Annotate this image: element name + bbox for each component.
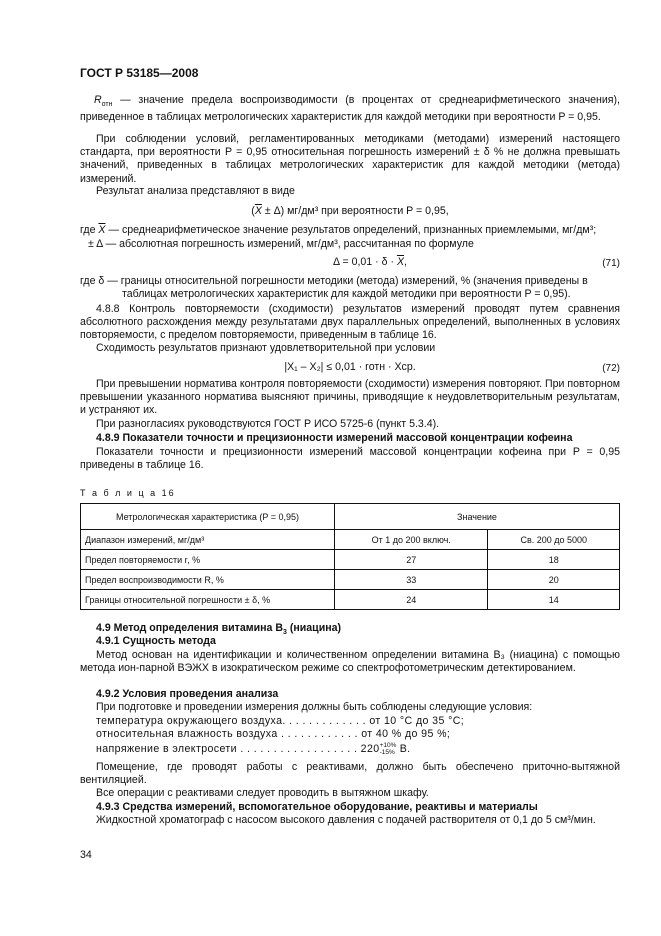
table-row xyxy=(81,550,620,570)
paragraph-result-form: Результат анализа представляют в виде xyxy=(96,185,295,197)
page-number: 34 xyxy=(80,849,92,861)
paragraph-convergence: Сходимость результатов признают удовлетворительной при условии xyxy=(96,342,436,354)
table-cell-value: 20 xyxy=(488,570,620,590)
equation-result-open: ( xyxy=(251,205,255,217)
paragraph-disagreement: При разногласиях руководствуются ГОСТ Р ИСО 5725-6 (пункт 5.3.4). xyxy=(96,418,440,430)
definition-r-otn-text: — значение предела воспроизводимости (в процентах от среднеарифметического значения), приведенное в таблицах метрологических характеристик для каждой методики при вероятности P = 0,95. xyxy=(80,94,620,124)
heading-4-9-3: 4.9.3 Средства измерений, вспомогательное оборудование, реактивы и материалы xyxy=(96,801,538,813)
symbol-r: R xyxy=(94,94,102,106)
definition-x-mean xyxy=(80,224,620,237)
heading-4-8-9: 4.8.9 Показатели точности и прецизионности измерений массовой концентрации кофеина xyxy=(96,432,573,444)
condition-voltage-tolerance xyxy=(380,742,397,756)
table-cell-value: 14 xyxy=(488,590,620,610)
table-header-row xyxy=(81,504,620,530)
definition-delta-bounds-line2: таблицах метрологических характеристик для каждой методики при вероятности P = 0,95). xyxy=(122,288,571,301)
metrology-table xyxy=(80,503,620,610)
paragraph-4-8-8: 4.8.8 Контроль повторяемости (сходимости) результатов измерений проводят путем сравнения абсолютного расхождения между результатами двух параллельных определений, выполненных в условиях повторяемости, с пределом повторяемости, приведенным в таблице 16. xyxy=(80,303,620,342)
symbol-x-mean-3: $\overline{X}$ xyxy=(396,256,405,268)
table-row xyxy=(81,570,620,590)
heading-4-9-subscript: 3 xyxy=(283,629,287,637)
table-cell-value: 24 xyxy=(335,590,488,610)
paragraph-fume-hood: Все операции с реактивами следует проводить в вытяжном шкафу. xyxy=(96,787,429,799)
paragraph-conditions: При соблюдении условий, регламентированных методиками (методами) измерений настоящего стандарта, при вероятности P = 0,95 относительная погрешность измерений ± δ % не должна превышать значений, приведенных в таблицах метрологических характеристик для каждой методики (метода) измерений. xyxy=(80,133,620,185)
definition-delta-bounds xyxy=(80,275,620,301)
table-cell-label: Предел повторяемости r, % xyxy=(81,550,335,570)
table-row xyxy=(81,530,620,550)
symbol-r-subscript: отн xyxy=(101,101,113,109)
heading-4-9-2: 4.9.2 Условия проведения анализа xyxy=(96,688,279,700)
condition-temperature: температура окружающего воздуха. . . . . . . . . . . . . от 10 °С до 35 °С; xyxy=(96,715,465,727)
table-cell-label: Границы относительной погрешности ± δ, % xyxy=(81,590,335,610)
equation-71-comma: , xyxy=(404,256,407,268)
equation-71-left: Δ = 0,01 · δ · xyxy=(333,256,397,268)
symbol-x-mean-2: $\overline{X}$ xyxy=(98,224,106,236)
condition-humidity: относительная влажность воздуха . . . . . . . . . . . . от 40 % до 95 %; xyxy=(96,728,451,740)
equation-72-number: (72) xyxy=(602,363,620,374)
table-cell-range-b: Св. 200 до 5000 xyxy=(488,530,620,550)
definition-x-prefix: где xyxy=(80,224,99,236)
paragraph-method-basis: Метод основан на идентификации и количественном определении витамина B₃ (ниацина) с помощью метода ион-парной ВЭЖХ в изократическом режиме со спектрофотометрическим детектированием. xyxy=(80,649,620,675)
condition-voltage xyxy=(96,742,620,756)
heading-4-9-text: 4.9 Метод определения витамина B xyxy=(96,622,283,634)
paragraph-chromatograph: Жидкостной хроматограф с насосом высокого давления с подачей растворителя от 0,1 до 5 см³/мин. xyxy=(96,814,596,826)
document-header: ГОСТ Р 53185—2008 xyxy=(80,66,199,80)
equation-71 xyxy=(80,256,640,269)
table-cell-range-a: От 1 до 200 включ. xyxy=(335,530,488,550)
paragraph-accuracy: Показатели точности и прецизионности измерений массовой концентрации кофеина при P = 0,95 приведены в таблице 16. xyxy=(80,446,620,472)
tolerance-lower: -15% xyxy=(379,749,395,756)
equation-result xyxy=(80,205,620,218)
table-cell-range-label: Диапазон измерений, мг/дм³ xyxy=(81,530,335,550)
table-cell-label: Предел воспроизводимости R, % xyxy=(81,570,335,590)
equation-result-rest: ± Δ) мг/дм³ при вероятности P = 0,95, xyxy=(261,205,449,217)
definition-delta: ± Δ — абсолютная погрешность измерений, мг/дм³, рассчитанная по формуле xyxy=(88,238,474,250)
table-row xyxy=(81,590,620,610)
table-header-value: Значение xyxy=(335,504,620,530)
heading-4-9-suffix: (ниацина) xyxy=(286,622,342,634)
table-cell-value: 33 xyxy=(335,570,488,590)
paragraph-exceed: При превышении норматива контроля повторяемости (сходимости) измерения повторяют. При повторном превышении указанного норматива выясняют причины, приводящие к неудовлетворительным результатам, и устраняют их. xyxy=(80,378,620,417)
definition-x-text: — среднеарифметическое значение результатов определений, признанных приемлемыми, мг/дм³; xyxy=(105,224,597,236)
tolerance-upper: +10% xyxy=(379,742,397,749)
heading-4-9-1: 4.9.1 Сущность метода xyxy=(96,635,216,647)
definition-r-otn xyxy=(80,94,620,125)
symbol-x-mean: $\overline{X}$ xyxy=(254,205,262,217)
paragraph-conditions-intro: При подготовке и проведении измерения должны быть соблюдены следующие условия: xyxy=(96,701,533,713)
table-cell-value: 18 xyxy=(488,550,620,570)
condition-voltage-text: напряжение в электросети . . . . . . . . . . . . . . . . . . 220 xyxy=(96,742,380,755)
table-cell-value: 27 xyxy=(335,550,488,570)
condition-voltage-unit: В. xyxy=(396,742,411,755)
table-caption: Т а б л и ц а 16 xyxy=(80,488,176,498)
equation-72: |X₁ – X₂| ≤ 0,01 · rотн · Xср. xyxy=(284,361,416,373)
equation-71-number: (71) xyxy=(602,258,620,269)
table-header-characteristic: Метрологическая характеристика (P = 0,95) xyxy=(81,504,335,530)
paragraph-ventilation: Помещение, где проводят работы с реактивами, должно быть обеспечено приточно-вытяжной вентиляцией. xyxy=(80,761,620,787)
definition-delta-bounds-line1: где δ — границы относительной погрешности методики (метода) измерений, % (значения приведены в xyxy=(80,275,588,287)
